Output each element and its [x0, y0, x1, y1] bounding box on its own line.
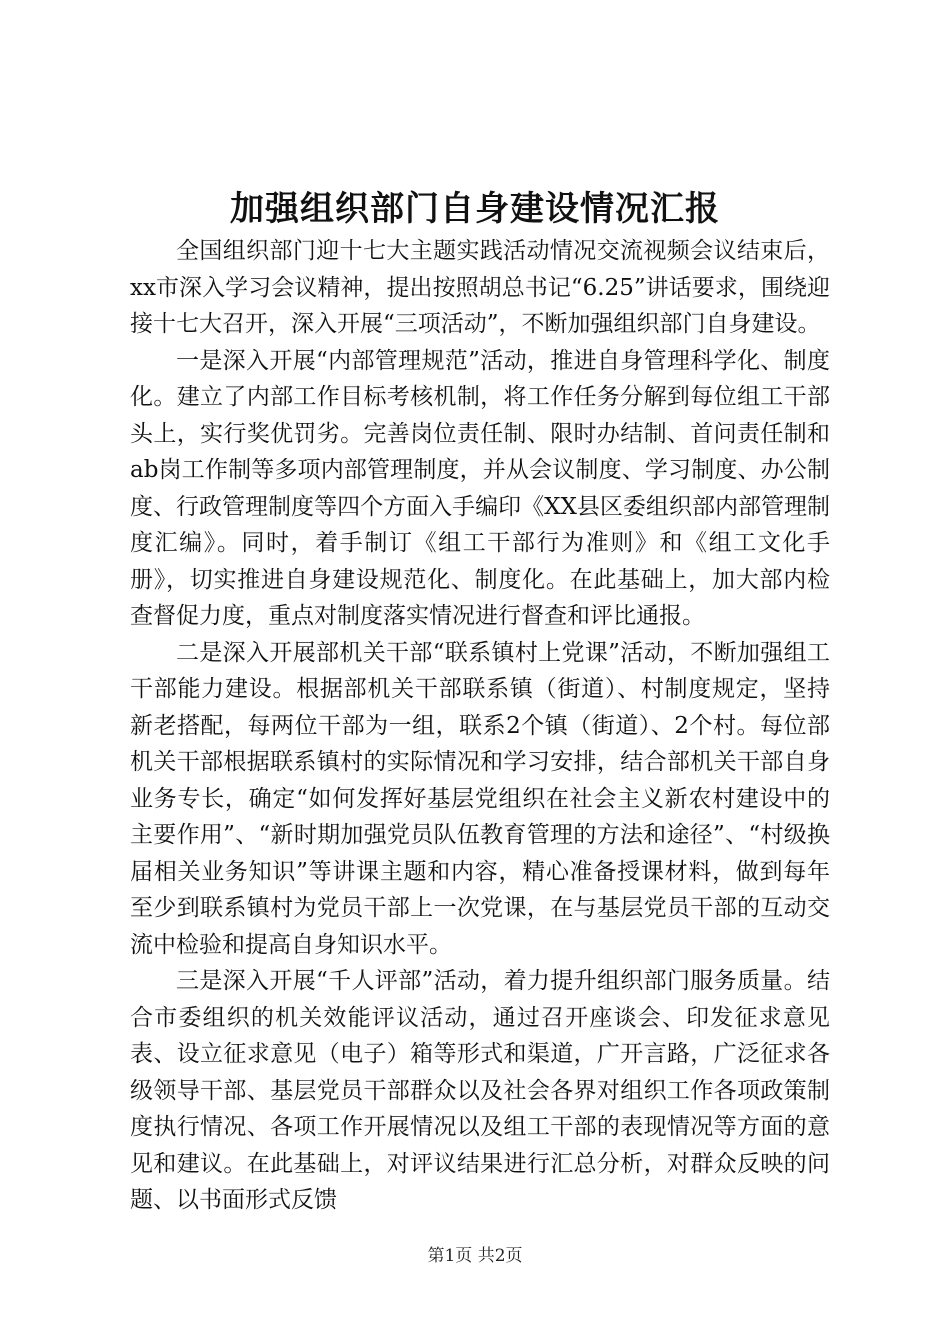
page-number-footer: 第1页 共2页 — [427, 1246, 523, 1266]
paragraph-one: 一是深入开展“内部管理规范”活动，推进自身管理科学化、制度化。建立了内部工作目标考核机制，将工作任务分解到每位组工干部头上，实行奖优罚劣。完善岗位责任制、限时办结制、首问责任制和ab岗工作制等多项内部管理制度，并从会议制度、学习制度、办公制度、行政管理制度等四个方面入手编印《XX县区委组织部内部管理制度汇编》。同时，着手制订《组工干部行为准则》和《组工文化手册》，切实推进自身建设规范化、制度化。在此基础上，加大部内检查督促力度，重点对制度落实情况进行督查和评比通报。 — [130, 347, 830, 629]
document-title: 加强组织部门自身建设情况汇报 — [230, 189, 720, 229]
paragraph-two: 二是深入开展部机关干部“联系镇村上党课”活动，不断加强组工干部能力建设。根据部机关干部联系镇（街道）、村制度规定，坚持新老搭配，每两位干部为一组，联系2个镇（街道）、2个村。每位部机关干部根据联系镇村的实际情况和学习安排，结合部机关干部自身业务专长，确定“如何发挥好基层党组织在社会主义新农村建设中的主要作用”、“新时期加强党员队伍教育管理的方法和途径”、“村级换届相关业务知识”等讲课主题和内容，精心准备授课材料，做到每年至少到联系镇村为党员干部上一次党课，在与基层党员干部的互动交流中检验和提高自身知识水平。 — [130, 639, 830, 958]
paragraph-three: 三是深入开展“千人评部”活动，着力提升组织部门服务质量。结合市委组织的机关效能评议活动，通过召开座谈会、印发征求意见表、设立征求意见（电子）箱等形式和渠道，广开言路，广泛征求各级领导干部、基层党员干部群众以及社会各界对组织工作各项政策制度执行情况、各项工作开展情况以及组工干部的表现情况等方面的意见和建议。在此基础上，对评议结果进行汇总分析，对群众反映的问题、以书面形式反馈 — [130, 968, 830, 1213]
paragraph-intro: 全国组织部门迎十七大主题实践活动情况交流视频会议结束后，xx市深入学习会议精神，提出按照胡总书记“6.25”讲话要求，围绕迎接十七大召开，深入开展“三项活动”，不断加强组织部门自身建设。 — [130, 238, 830, 337]
document-body — [130, 233, 830, 1219]
